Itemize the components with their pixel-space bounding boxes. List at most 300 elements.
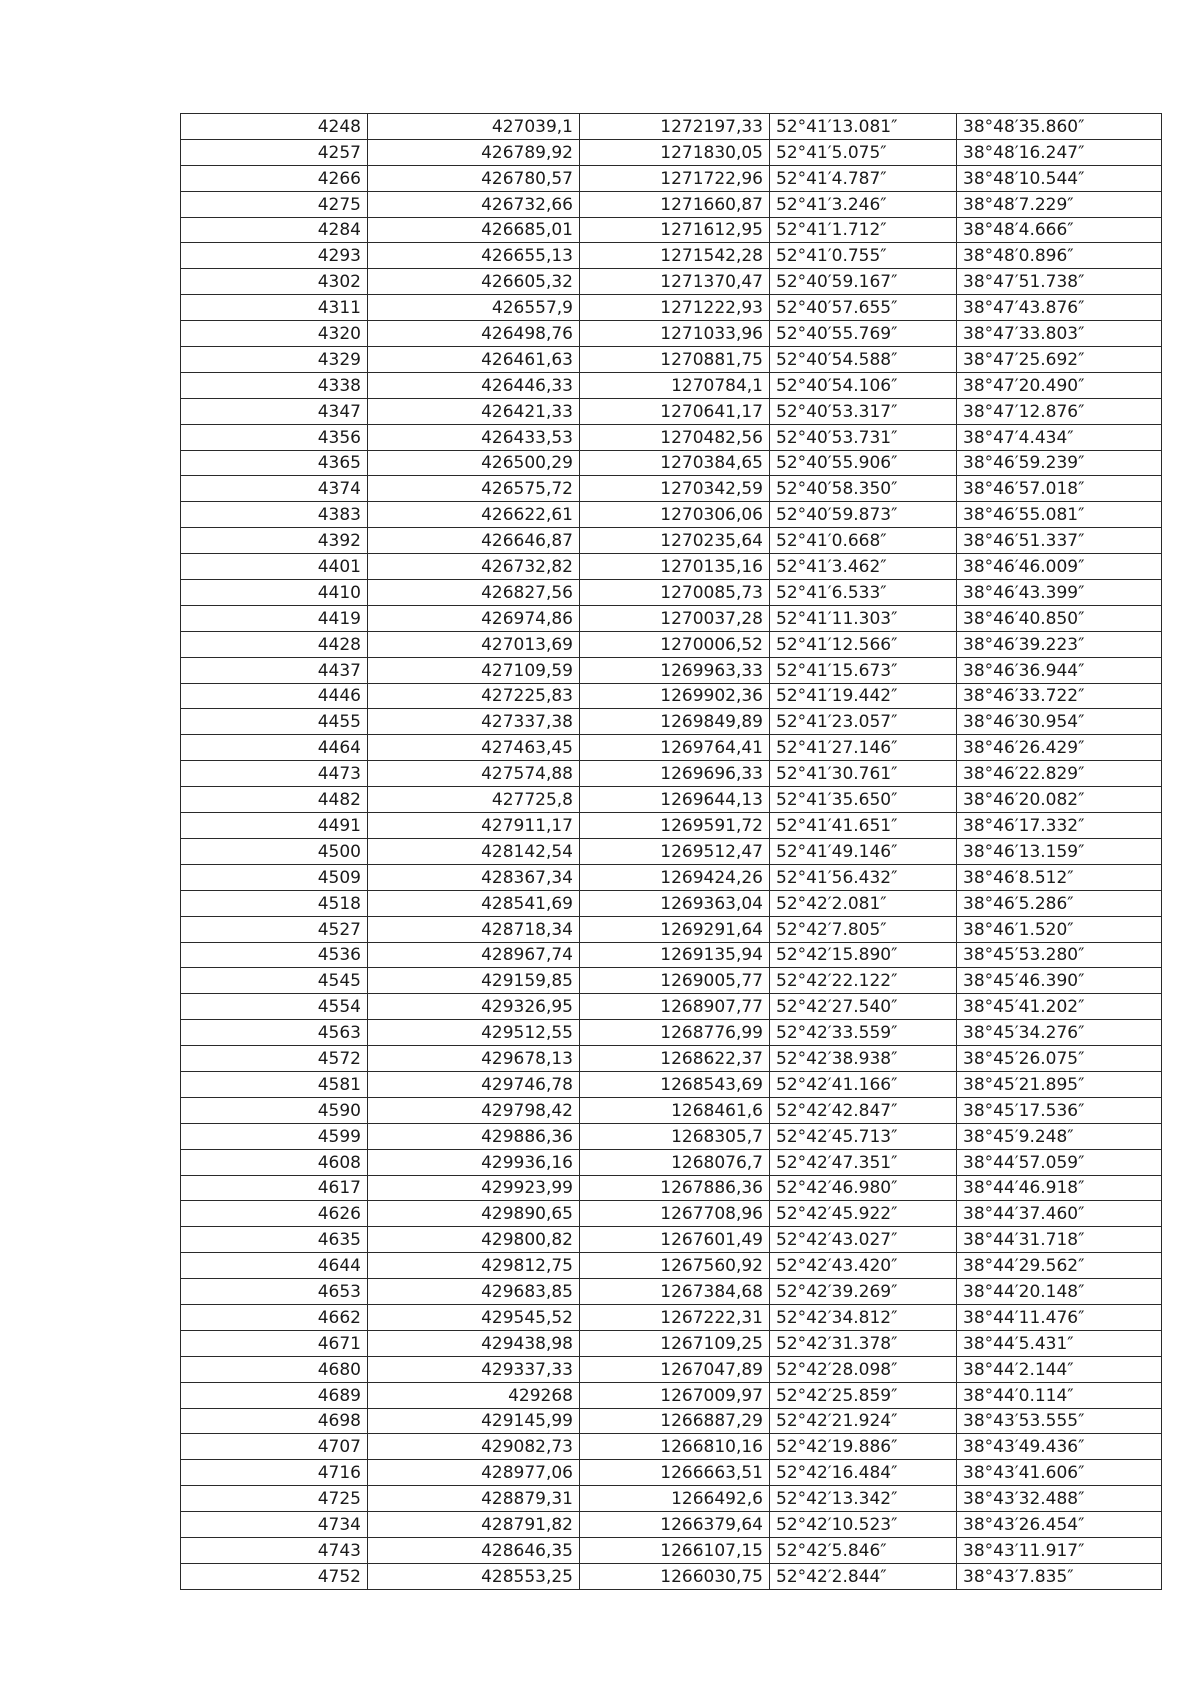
longitude-cell: 38°48′10.544″	[957, 165, 1162, 191]
table-row	[181, 424, 1162, 450]
latitude-cell: 52°40′54.588″	[770, 347, 957, 373]
latitude-cell: 52°40′53.317″	[770, 398, 957, 424]
longitude-cell: 38°46′22.829″	[957, 761, 1162, 787]
y-coordinate-cell: 1267009,97	[580, 1382, 770, 1408]
point-number-cell: 4518	[181, 890, 368, 916]
table-row	[181, 1097, 1162, 1123]
point-number-cell: 4446	[181, 683, 368, 709]
point-number-cell: 4473	[181, 761, 368, 787]
point-number-cell: 4464	[181, 735, 368, 761]
x-coordinate-cell: 428967,74	[368, 942, 580, 968]
latitude-cell: 52°41′3.462″	[770, 554, 957, 580]
y-coordinate-cell: 1270037,28	[580, 605, 770, 631]
table-row	[181, 631, 1162, 657]
point-number-cell: 4293	[181, 243, 368, 269]
point-number-cell: 4590	[181, 1097, 368, 1123]
x-coordinate-cell: 426732,66	[368, 191, 580, 217]
y-coordinate-cell: 1268461,6	[580, 1097, 770, 1123]
coordinates-table-body	[181, 114, 1162, 1590]
latitude-cell: 52°42′43.027″	[770, 1227, 957, 1253]
longitude-cell: 38°48′0.896″	[957, 243, 1162, 269]
point-number-cell: 4554	[181, 994, 368, 1020]
y-coordinate-cell: 1271370,47	[580, 269, 770, 295]
point-number-cell: 4410	[181, 580, 368, 606]
longitude-cell: 38°47′43.876″	[957, 295, 1162, 321]
table-row	[181, 1279, 1162, 1305]
longitude-cell: 38°46′17.332″	[957, 813, 1162, 839]
latitude-cell: 52°42′21.924″	[770, 1408, 957, 1434]
y-coordinate-cell: 1267601,49	[580, 1227, 770, 1253]
point-number-cell: 4437	[181, 657, 368, 683]
table-row	[181, 787, 1162, 813]
latitude-cell: 52°42′7.805″	[770, 916, 957, 942]
latitude-cell: 52°41′41.651″	[770, 813, 957, 839]
x-coordinate-cell: 426605,32	[368, 269, 580, 295]
point-number-cell: 4266	[181, 165, 368, 191]
latitude-cell: 52°41′23.057″	[770, 709, 957, 735]
table-row	[181, 554, 1162, 580]
latitude-cell: 52°42′34.812″	[770, 1304, 957, 1330]
x-coordinate-cell: 427725,8	[368, 787, 580, 813]
table-row	[181, 372, 1162, 398]
table-row	[181, 942, 1162, 968]
y-coordinate-cell: 1268622,37	[580, 1046, 770, 1072]
latitude-cell: 52°42′31.378″	[770, 1330, 957, 1356]
latitude-cell: 52°42′38.938″	[770, 1046, 957, 1072]
point-number-cell: 4608	[181, 1149, 368, 1175]
point-number-cell: 4635	[181, 1227, 368, 1253]
y-coordinate-cell: 1266107,15	[580, 1537, 770, 1563]
x-coordinate-cell: 428718,34	[368, 916, 580, 942]
y-coordinate-cell: 1270306,06	[580, 502, 770, 528]
y-coordinate-cell: 1269764,41	[580, 735, 770, 761]
table-row	[181, 813, 1162, 839]
longitude-cell: 38°45′17.536″	[957, 1097, 1162, 1123]
point-number-cell: 4572	[181, 1046, 368, 1072]
point-number-cell: 4680	[181, 1356, 368, 1382]
x-coordinate-cell: 429337,33	[368, 1356, 580, 1382]
point-number-cell: 4626	[181, 1201, 368, 1227]
table-row	[181, 295, 1162, 321]
x-coordinate-cell: 428142,54	[368, 838, 580, 864]
x-coordinate-cell: 429678,13	[368, 1046, 580, 1072]
point-number-cell: 4491	[181, 813, 368, 839]
point-number-cell: 4275	[181, 191, 368, 217]
point-number-cell: 4581	[181, 1071, 368, 1097]
x-coordinate-cell: 429746,78	[368, 1071, 580, 1097]
y-coordinate-cell: 1266810,16	[580, 1434, 770, 1460]
longitude-cell: 38°46′57.018″	[957, 476, 1162, 502]
latitude-cell: 52°40′58.350″	[770, 476, 957, 502]
y-coordinate-cell: 1269696,33	[580, 761, 770, 787]
x-coordinate-cell: 429812,75	[368, 1253, 580, 1279]
latitude-cell: 52°42′42.847″	[770, 1097, 957, 1123]
point-number-cell: 4347	[181, 398, 368, 424]
point-number-cell: 4482	[181, 787, 368, 813]
latitude-cell: 52°42′15.890″	[770, 942, 957, 968]
table-row	[181, 1460, 1162, 1486]
x-coordinate-cell: 429082,73	[368, 1434, 580, 1460]
longitude-cell: 38°46′55.081″	[957, 502, 1162, 528]
point-number-cell: 4329	[181, 347, 368, 373]
latitude-cell: 52°40′53.731″	[770, 424, 957, 450]
y-coordinate-cell: 1271033,96	[580, 321, 770, 347]
latitude-cell: 52°42′41.166″	[770, 1071, 957, 1097]
y-coordinate-cell: 1271722,96	[580, 165, 770, 191]
table-row	[181, 1434, 1162, 1460]
longitude-cell: 38°43′32.488″	[957, 1486, 1162, 1512]
longitude-cell: 38°43′41.606″	[957, 1460, 1162, 1486]
table-row	[181, 968, 1162, 994]
point-number-cell: 4662	[181, 1304, 368, 1330]
longitude-cell: 38°46′46.009″	[957, 554, 1162, 580]
x-coordinate-cell: 427013,69	[368, 631, 580, 657]
point-number-cell: 4500	[181, 838, 368, 864]
y-coordinate-cell: 1271542,28	[580, 243, 770, 269]
x-coordinate-cell: 429512,55	[368, 1020, 580, 1046]
table-row	[181, 605, 1162, 631]
longitude-cell: 38°45′41.202″	[957, 994, 1162, 1020]
point-number-cell: 4365	[181, 450, 368, 476]
point-number-cell: 4392	[181, 528, 368, 554]
longitude-cell: 38°44′31.718″	[957, 1227, 1162, 1253]
longitude-cell: 38°48′4.666″	[957, 217, 1162, 243]
point-number-cell: 4599	[181, 1123, 368, 1149]
latitude-cell: 52°41′0.668″	[770, 528, 957, 554]
table-row	[181, 1537, 1162, 1563]
longitude-cell: 38°47′20.490″	[957, 372, 1162, 398]
longitude-cell: 38°44′0.114″	[957, 1382, 1162, 1408]
longitude-cell: 38°44′46.918″	[957, 1175, 1162, 1201]
longitude-cell: 38°43′26.454″	[957, 1512, 1162, 1538]
x-coordinate-cell: 429798,42	[368, 1097, 580, 1123]
y-coordinate-cell: 1270784,1	[580, 372, 770, 398]
latitude-cell: 52°40′55.906″	[770, 450, 957, 476]
y-coordinate-cell: 1270342,59	[580, 476, 770, 502]
table-row	[181, 1071, 1162, 1097]
latitude-cell: 52°42′45.922″	[770, 1201, 957, 1227]
table-row	[181, 243, 1162, 269]
longitude-cell: 38°44′57.059″	[957, 1149, 1162, 1175]
y-coordinate-cell: 1266887,29	[580, 1408, 770, 1434]
y-coordinate-cell: 1267047,89	[580, 1356, 770, 1382]
table-row	[181, 580, 1162, 606]
latitude-cell: 52°41′1.712″	[770, 217, 957, 243]
longitude-cell: 38°46′8.512″	[957, 864, 1162, 890]
longitude-cell: 38°48′7.229″	[957, 191, 1162, 217]
x-coordinate-cell: 428367,34	[368, 864, 580, 890]
longitude-cell: 38°46′40.850″	[957, 605, 1162, 631]
latitude-cell: 52°42′16.484″	[770, 1460, 957, 1486]
point-number-cell: 4311	[181, 295, 368, 321]
y-coordinate-cell: 1270085,73	[580, 580, 770, 606]
y-coordinate-cell: 1270135,16	[580, 554, 770, 580]
table-row	[181, 191, 1162, 217]
x-coordinate-cell: 428879,31	[368, 1486, 580, 1512]
point-number-cell: 4707	[181, 1434, 368, 1460]
table-row	[181, 1330, 1162, 1356]
longitude-cell: 38°43′53.555″	[957, 1408, 1162, 1434]
y-coordinate-cell: 1269644,13	[580, 787, 770, 813]
table-row	[181, 1408, 1162, 1434]
y-coordinate-cell: 1271660,87	[580, 191, 770, 217]
latitude-cell: 52°42′28.098″	[770, 1356, 957, 1382]
table-row	[181, 528, 1162, 554]
latitude-cell: 52°41′4.787″	[770, 165, 957, 191]
y-coordinate-cell: 1267886,36	[580, 1175, 770, 1201]
longitude-cell: 38°45′53.280″	[957, 942, 1162, 968]
latitude-cell: 52°42′5.846″	[770, 1537, 957, 1563]
table-row	[181, 657, 1162, 683]
longitude-cell: 38°45′21.895″	[957, 1071, 1162, 1097]
table-row	[181, 398, 1162, 424]
y-coordinate-cell: 1271830,05	[580, 139, 770, 165]
x-coordinate-cell: 426557,9	[368, 295, 580, 321]
x-coordinate-cell: 426622,61	[368, 502, 580, 528]
latitude-cell: 52°40′59.167″	[770, 269, 957, 295]
latitude-cell: 52°41′5.075″	[770, 139, 957, 165]
latitude-cell: 52°41′0.755″	[770, 243, 957, 269]
table-row	[181, 890, 1162, 916]
longitude-cell: 38°47′4.434″	[957, 424, 1162, 450]
x-coordinate-cell: 426446,33	[368, 372, 580, 398]
longitude-cell: 38°46′5.286″	[957, 890, 1162, 916]
longitude-cell: 38°46′43.399″	[957, 580, 1162, 606]
x-coordinate-cell: 427463,45	[368, 735, 580, 761]
y-coordinate-cell: 1268305,7	[580, 1123, 770, 1149]
longitude-cell: 38°46′1.520″	[957, 916, 1162, 942]
x-coordinate-cell: 428977,06	[368, 1460, 580, 1486]
latitude-cell: 52°42′46.980″	[770, 1175, 957, 1201]
point-number-cell: 4419	[181, 605, 368, 631]
table-row	[181, 476, 1162, 502]
y-coordinate-cell: 1267560,92	[580, 1253, 770, 1279]
latitude-cell: 52°41′56.432″	[770, 864, 957, 890]
table-row	[181, 1201, 1162, 1227]
y-coordinate-cell: 1269963,33	[580, 657, 770, 683]
x-coordinate-cell: 426655,13	[368, 243, 580, 269]
latitude-cell: 52°42′25.859″	[770, 1382, 957, 1408]
table-row	[181, 916, 1162, 942]
y-coordinate-cell: 1269363,04	[580, 890, 770, 916]
latitude-cell: 52°42′2.844″	[770, 1563, 957, 1589]
latitude-cell: 52°42′47.351″	[770, 1149, 957, 1175]
y-coordinate-cell: 1269902,36	[580, 683, 770, 709]
longitude-cell: 38°44′5.431″	[957, 1330, 1162, 1356]
x-coordinate-cell: 426827,56	[368, 580, 580, 606]
y-coordinate-cell: 1268776,99	[580, 1020, 770, 1046]
point-number-cell: 4671	[181, 1330, 368, 1356]
x-coordinate-cell: 427109,59	[368, 657, 580, 683]
table-row	[181, 1253, 1162, 1279]
y-coordinate-cell: 1266492,6	[580, 1486, 770, 1512]
y-coordinate-cell: 1271222,93	[580, 295, 770, 321]
x-coordinate-cell: 428541,69	[368, 890, 580, 916]
latitude-cell: 52°41′30.761″	[770, 761, 957, 787]
table-row	[181, 450, 1162, 476]
point-number-cell: 4248	[181, 114, 368, 140]
longitude-cell: 38°44′29.562″	[957, 1253, 1162, 1279]
coordinates-table	[180, 113, 1162, 1590]
x-coordinate-cell: 426433,53	[368, 424, 580, 450]
y-coordinate-cell: 1269291,64	[580, 916, 770, 942]
x-coordinate-cell: 426421,33	[368, 398, 580, 424]
longitude-cell: 38°46′39.223″	[957, 631, 1162, 657]
y-coordinate-cell: 1269849,89	[580, 709, 770, 735]
longitude-cell: 38°44′20.148″	[957, 1279, 1162, 1305]
table-row	[181, 1486, 1162, 1512]
x-coordinate-cell: 427574,88	[368, 761, 580, 787]
y-coordinate-cell: 1270006,52	[580, 631, 770, 657]
table-row	[181, 269, 1162, 295]
longitude-cell: 38°47′12.876″	[957, 398, 1162, 424]
latitude-cell: 52°41′13.081″	[770, 114, 957, 140]
table-row	[181, 683, 1162, 709]
latitude-cell: 52°42′39.269″	[770, 1279, 957, 1305]
x-coordinate-cell: 426789,92	[368, 139, 580, 165]
table-row	[181, 1512, 1162, 1538]
longitude-cell: 38°45′46.390″	[957, 968, 1162, 994]
latitude-cell: 52°42′2.081″	[770, 890, 957, 916]
table-row	[181, 321, 1162, 347]
longitude-cell: 38°44′11.476″	[957, 1304, 1162, 1330]
x-coordinate-cell: 429145,99	[368, 1408, 580, 1434]
latitude-cell: 52°42′33.559″	[770, 1020, 957, 1046]
table-row	[181, 1563, 1162, 1589]
point-number-cell: 4401	[181, 554, 368, 580]
latitude-cell: 52°42′43.420″	[770, 1253, 957, 1279]
point-number-cell: 4617	[181, 1175, 368, 1201]
x-coordinate-cell: 426498,76	[368, 321, 580, 347]
longitude-cell: 38°46′20.082″	[957, 787, 1162, 813]
y-coordinate-cell: 1270881,75	[580, 347, 770, 373]
x-coordinate-cell: 426461,63	[368, 347, 580, 373]
y-coordinate-cell: 1270641,17	[580, 398, 770, 424]
y-coordinate-cell: 1270384,65	[580, 450, 770, 476]
longitude-cell: 38°46′51.337″	[957, 528, 1162, 554]
x-coordinate-cell: 426685,01	[368, 217, 580, 243]
longitude-cell: 38°47′33.803″	[957, 321, 1162, 347]
x-coordinate-cell: 426646,87	[368, 528, 580, 554]
y-coordinate-cell: 1267708,96	[580, 1201, 770, 1227]
point-number-cell: 4563	[181, 1020, 368, 1046]
x-coordinate-cell: 429159,85	[368, 968, 580, 994]
y-coordinate-cell: 1268076,7	[580, 1149, 770, 1175]
latitude-cell: 52°42′22.122″	[770, 968, 957, 994]
table-row	[181, 709, 1162, 735]
longitude-cell: 38°47′25.692″	[957, 347, 1162, 373]
point-number-cell: 4320	[181, 321, 368, 347]
table-row	[181, 139, 1162, 165]
point-number-cell: 4356	[181, 424, 368, 450]
y-coordinate-cell: 1270482,56	[580, 424, 770, 450]
y-coordinate-cell: 1272197,33	[580, 114, 770, 140]
longitude-cell: 38°46′13.159″	[957, 838, 1162, 864]
point-number-cell: 4338	[181, 372, 368, 398]
latitude-cell: 52°41′49.146″	[770, 838, 957, 864]
x-coordinate-cell: 429890,65	[368, 1201, 580, 1227]
longitude-cell: 38°45′9.248″	[957, 1123, 1162, 1149]
y-coordinate-cell: 1266663,51	[580, 1460, 770, 1486]
latitude-cell: 52°41′35.650″	[770, 787, 957, 813]
point-number-cell: 4527	[181, 916, 368, 942]
point-number-cell: 4374	[181, 476, 368, 502]
point-number-cell: 4455	[181, 709, 368, 735]
x-coordinate-cell: 429545,52	[368, 1304, 580, 1330]
x-coordinate-cell: 429268	[368, 1382, 580, 1408]
y-coordinate-cell: 1267222,31	[580, 1304, 770, 1330]
x-coordinate-cell: 426732,82	[368, 554, 580, 580]
table-row	[181, 864, 1162, 890]
latitude-cell: 52°42′10.523″	[770, 1512, 957, 1538]
longitude-cell: 38°48′35.860″	[957, 114, 1162, 140]
latitude-cell: 52°41′11.303″	[770, 605, 957, 631]
longitude-cell: 38°46′26.429″	[957, 735, 1162, 761]
x-coordinate-cell: 427911,17	[368, 813, 580, 839]
point-number-cell: 4653	[181, 1279, 368, 1305]
table-row	[181, 1356, 1162, 1382]
x-coordinate-cell: 426500,29	[368, 450, 580, 476]
x-coordinate-cell: 429923,99	[368, 1175, 580, 1201]
latitude-cell: 52°41′15.673″	[770, 657, 957, 683]
latitude-cell: 52°42′13.342″	[770, 1486, 957, 1512]
x-coordinate-cell: 428553,25	[368, 1563, 580, 1589]
y-coordinate-cell: 1268907,77	[580, 994, 770, 1020]
longitude-cell: 38°45′34.276″	[957, 1020, 1162, 1046]
longitude-cell: 38°47′51.738″	[957, 269, 1162, 295]
table-row	[181, 1175, 1162, 1201]
y-coordinate-cell: 1271612,95	[580, 217, 770, 243]
x-coordinate-cell: 429886,36	[368, 1123, 580, 1149]
point-number-cell: 4383	[181, 502, 368, 528]
longitude-cell: 38°45′26.075″	[957, 1046, 1162, 1072]
x-coordinate-cell: 429438,98	[368, 1330, 580, 1356]
longitude-cell: 38°43′49.436″	[957, 1434, 1162, 1460]
longitude-cell: 38°48′16.247″	[957, 139, 1162, 165]
table-row	[181, 735, 1162, 761]
point-number-cell: 4509	[181, 864, 368, 890]
table-row	[181, 502, 1162, 528]
y-coordinate-cell: 1269005,77	[580, 968, 770, 994]
x-coordinate-cell: 428791,82	[368, 1512, 580, 1538]
latitude-cell: 52°41′12.566″	[770, 631, 957, 657]
y-coordinate-cell: 1269424,26	[580, 864, 770, 890]
x-coordinate-cell: 427337,38	[368, 709, 580, 735]
point-number-cell: 4716	[181, 1460, 368, 1486]
point-number-cell: 4689	[181, 1382, 368, 1408]
table-row	[181, 1304, 1162, 1330]
table-row	[181, 1382, 1162, 1408]
table-row	[181, 1020, 1162, 1046]
x-coordinate-cell: 427039,1	[368, 114, 580, 140]
longitude-cell: 38°43′11.917″	[957, 1537, 1162, 1563]
latitude-cell: 52°41′27.146″	[770, 735, 957, 761]
point-number-cell: 4428	[181, 631, 368, 657]
y-coordinate-cell: 1269512,47	[580, 838, 770, 864]
y-coordinate-cell: 1268543,69	[580, 1071, 770, 1097]
y-coordinate-cell: 1270235,64	[580, 528, 770, 554]
longitude-cell: 38°46′59.239″	[957, 450, 1162, 476]
latitude-cell: 52°42′45.713″	[770, 1123, 957, 1149]
point-number-cell: 4302	[181, 269, 368, 295]
table-row	[181, 114, 1162, 140]
x-coordinate-cell: 429326,95	[368, 994, 580, 1020]
latitude-cell: 52°40′54.106″	[770, 372, 957, 398]
latitude-cell: 52°41′3.246″	[770, 191, 957, 217]
longitude-cell: 38°44′37.460″	[957, 1201, 1162, 1227]
latitude-cell: 52°42′19.886″	[770, 1434, 957, 1460]
point-number-cell: 4545	[181, 968, 368, 994]
